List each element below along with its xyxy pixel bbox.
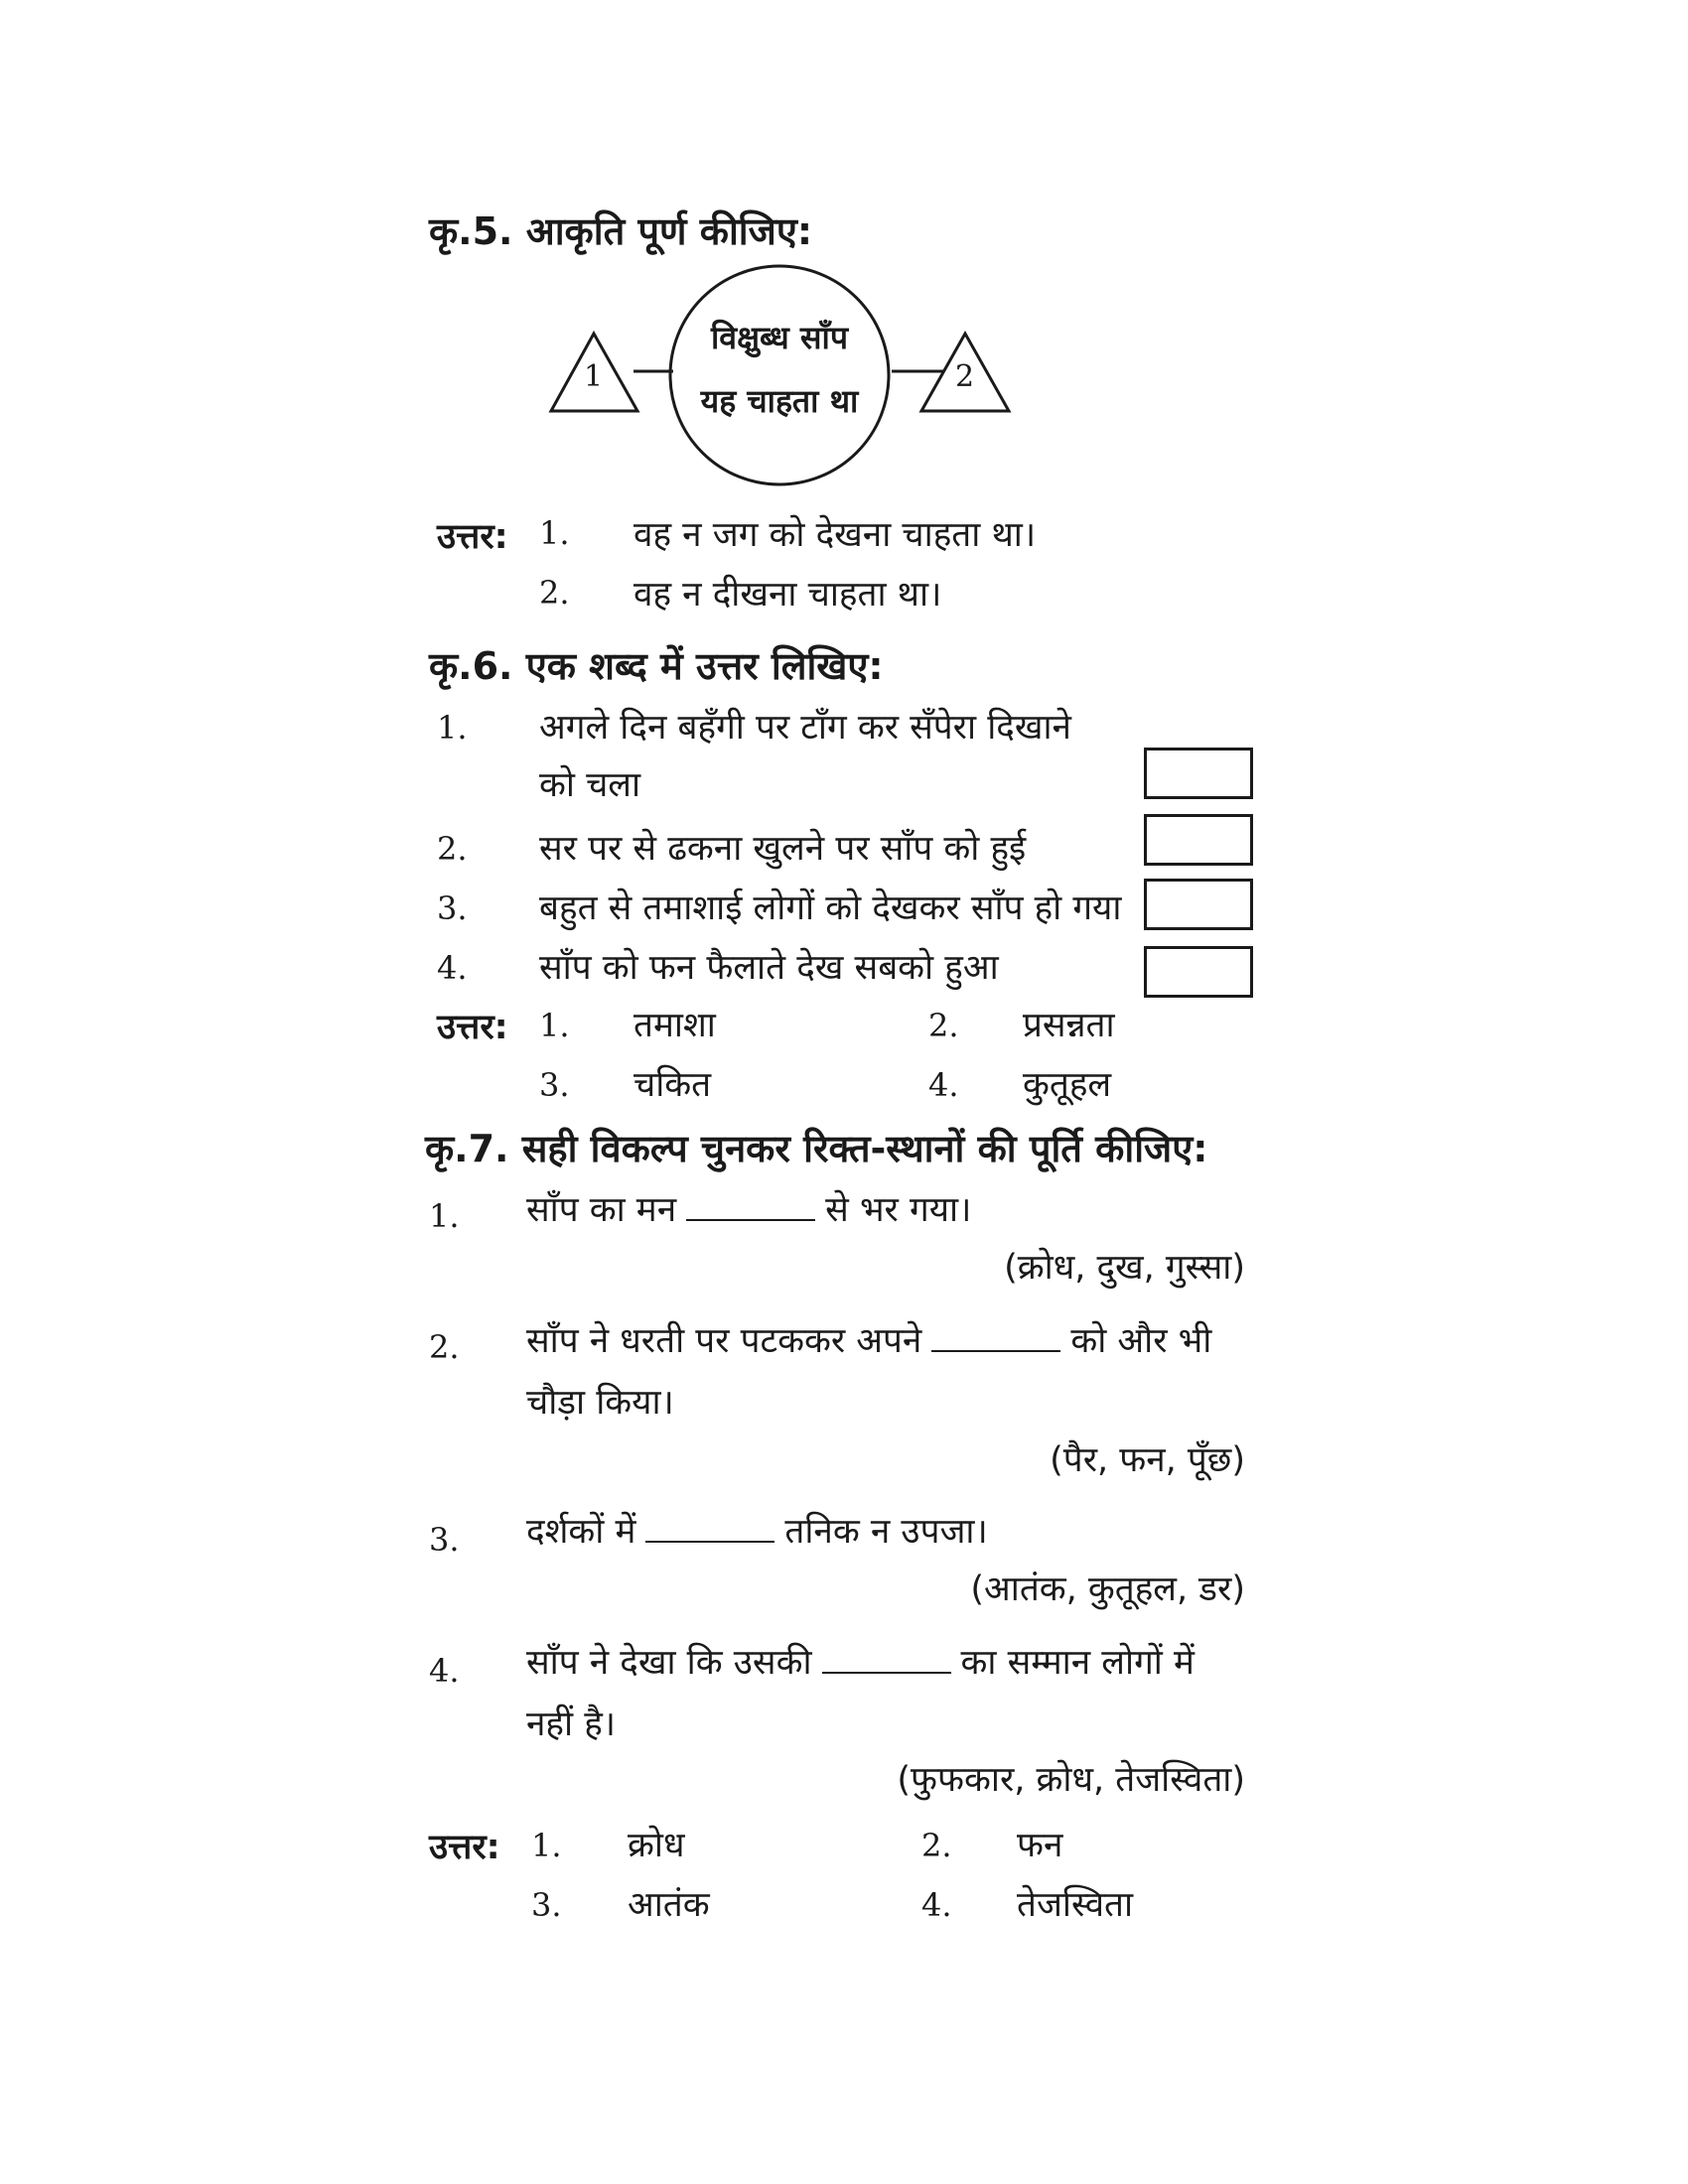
q6-item-2-text: सर पर से ढकना खुलने पर साँप को हुई: [539, 829, 1027, 869]
q6-item-3-num: 3.: [437, 889, 468, 927]
q6-item-1-line1: अगले दिन बहँगी पर टाँग कर सँपेरा दिखाने: [539, 708, 1071, 748]
q6-answer-2-num: 2.: [928, 1007, 959, 1044]
q5-answer-1-text: वह न जग को देखना चाहता था।: [633, 515, 1037, 555]
q7-answer-3-num: 3.: [531, 1886, 562, 1924]
q7-item-1-num: 1.: [429, 1197, 460, 1235]
q5-answer-2-text: वह न दीखना चाहता था।: [633, 575, 942, 614]
fill-blank-4[interactable]: [822, 1671, 951, 1674]
q7-item-3-after: तनिक न उपजा।: [784, 1512, 988, 1552]
q7-item-4-sentence: [526, 1638, 1195, 1685]
circle-text-line2: यह चाहता था: [700, 382, 859, 420]
q6-heading: कृ.6. एक शब्द में उत्तर लिखिए:: [429, 644, 884, 688]
q7-item-3-num: 3.: [429, 1521, 460, 1559]
q6-answer-4-num: 4.: [928, 1066, 959, 1104]
q7-item-4-options: (फुफकार, क्रोध, तेजस्विता): [897, 1760, 1245, 1800]
q7-answer-4-text: तेजस्विता: [1017, 1885, 1134, 1925]
q7-answer-2-num: 2.: [921, 1827, 952, 1864]
answer-box-1[interactable]: [1144, 748, 1253, 799]
q7-item-3-sentence: [526, 1507, 988, 1554]
q7-answer-label: उत्तर:: [429, 1828, 500, 1867]
triangle-left-number: 1: [584, 359, 604, 394]
fill-blank-3[interactable]: [645, 1540, 774, 1543]
q7-answer-1-text: क्रोध: [628, 1826, 685, 1865]
q6-answer-1-text: तमाशा: [633, 1006, 716, 1045]
q5-answer-2-num: 2.: [539, 574, 570, 612]
q7-item-2-before: साँप ने धरती पर पटककर अपने: [526, 1321, 922, 1361]
q6-item-1-line2: को चला: [539, 765, 641, 805]
q6-answer-1-num: 1.: [539, 1007, 570, 1044]
q7-answer-3-text: आतंक: [628, 1885, 710, 1925]
q7-item-1-after: से भर गया।: [825, 1190, 972, 1230]
q7-answer-4-num: 4.: [921, 1886, 952, 1924]
q6-item-3-text: बहुत से तमाशाई लोगों को देखकर साँप हो गया: [539, 888, 1122, 928]
q5-answer-1-num: 1.: [539, 514, 570, 552]
q6-item-4-num: 4.: [437, 949, 468, 987]
answer-box-4[interactable]: [1144, 946, 1253, 998]
q7-item-2-num: 2.: [429, 1328, 460, 1366]
q7-item-2-after: को और भी: [1070, 1321, 1212, 1361]
q7-answer-2-text: फन: [1017, 1826, 1063, 1865]
q6-item-4-text: साँप को फन फैलाते देख सबको हुआ: [539, 948, 999, 988]
triangle-right-number: 2: [955, 359, 975, 394]
q7-item-1-options: (क्रोध, दुख, गुस्सा): [1004, 1248, 1245, 1288]
q6-item-1-num: 1.: [437, 709, 468, 747]
q6-answer-4-text: कुतूहल: [1023, 1065, 1112, 1105]
circle-text-line1: विक्षुब्ध साँप: [711, 319, 848, 356]
q7-item-4-before: साँप ने देखा कि उसकी: [526, 1643, 812, 1683]
q6-answer-3-num: 3.: [539, 1066, 570, 1104]
q5-heading: कृ.5. आकृति पूर्ण कीजिए:: [429, 209, 813, 253]
answer-box-3[interactable]: [1144, 879, 1253, 930]
q7-answer-1-num: 1.: [531, 1827, 562, 1864]
q7-item-4-num: 4.: [429, 1652, 460, 1690]
q7-item-4-line2: नहीं है।: [526, 1705, 617, 1744]
q6-answer-2-text: प्रसन्नता: [1023, 1006, 1115, 1045]
q7-item-3-before: दर्शकों में: [526, 1512, 636, 1552]
q6-answer-3-text: चकित: [633, 1065, 712, 1105]
q7-item-1-sentence: [526, 1185, 971, 1232]
q7-item-1-before: साँप का मन: [526, 1190, 677, 1230]
q7-item-2-sentence: [526, 1316, 1211, 1363]
fill-blank-1[interactable]: [686, 1218, 815, 1221]
q5-answer-label: उत्तर:: [437, 517, 508, 557]
q7-item-3-options: (आतंक, कुतूहल, डर): [970, 1570, 1245, 1609]
q7-item-2-line2: चौड़ा किया।: [526, 1383, 674, 1423]
q6-item-2-num: 2.: [437, 830, 468, 868]
q6-answer-label: उत्तर:: [437, 1008, 508, 1047]
fill-blank-2[interactable]: [931, 1349, 1060, 1352]
center-circle: [670, 266, 889, 484]
q7-heading: कृ.7. सही विकल्प चुनकर रिक्त-स्थानों की पूर्ति कीजिए:: [425, 1127, 1208, 1170]
q7-item-4-after: का सम्मान लोगों में: [960, 1643, 1195, 1683]
q7-item-2-options: (पैर, फन, पूँछ): [1050, 1440, 1245, 1480]
answer-box-2[interactable]: [1144, 814, 1253, 866]
